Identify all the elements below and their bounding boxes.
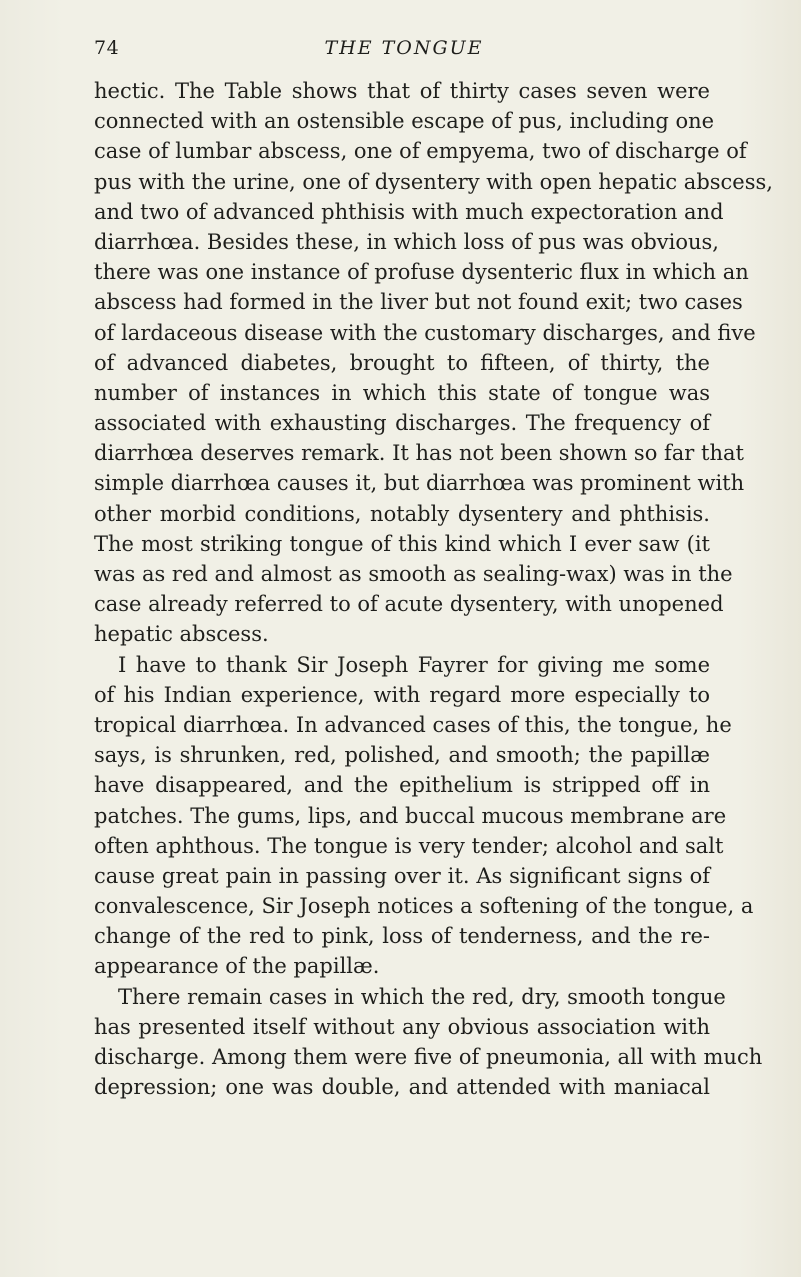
page-number: 74 — [94, 37, 120, 59]
text-line: tropical diarrhœa. In advanced cases of this, the tongue, he — [94, 712, 732, 737]
text-line: of his Indian experience, with regard more especially to — [94, 682, 710, 707]
text-line: I have to thank Sir Joseph Fayrer for giving me some — [118, 652, 710, 677]
text-line: and two of advanced phthisis with much expectoration and — [94, 199, 724, 224]
text-line: have disappeared, and the epithelium is stripped off in — [94, 773, 710, 798]
paragraph — [94, 76, 773, 650]
text-line: has presented itself without any obvious association with — [94, 1014, 710, 1039]
text-line: appearance of the papillæ. — [94, 954, 380, 979]
text-line: connected with an ostensible escape of pus, including one — [94, 109, 715, 134]
text-line: The most striking tongue of this kind which I ever saw (it — [94, 531, 710, 556]
paragraph — [94, 650, 754, 982]
text-line: associated with exhausting discharges. The frequency of — [94, 411, 710, 436]
text-line: often aphthous. The tongue is very tender; alcohol and salt — [94, 833, 724, 858]
text-line: cause great pain in passing over it. As significant signs of — [94, 863, 710, 888]
text-line: case of lumbar abscess, one of empyema, two of discharge of — [94, 139, 747, 164]
text-line: of advanced diabetes, brought to fifteen, of thirty, the — [94, 350, 710, 375]
page-header — [94, 37, 714, 63]
text-line: depression; one was double, and attended with maniacal — [94, 1075, 710, 1100]
text-line: change of the red to pink, loss of tenderness, and the re- — [94, 924, 710, 949]
text-line: says, is shrunken, red, polished, and smooth; the papillæ — [94, 743, 710, 768]
text-line: there was one instance of profuse dysenteric flux in which an — [94, 260, 749, 285]
text-line: of lardaceous disease with the customary discharges, and five — [94, 320, 756, 345]
text-line: diarrhœa. Besides these, in which loss of pus was obvious, — [94, 229, 719, 254]
text-line: convalescence, Sir Joseph notices a softening of the tongue, a — [94, 894, 754, 919]
text-line: There remain cases in which the red, dry, smooth tongue — [118, 984, 726, 1009]
paragraph — [94, 982, 763, 1103]
text-line: discharge. Among them were five of pneumonia, all with much — [94, 1045, 763, 1069]
text-line: abscess had formed in the liver but not found exit; two cases — [94, 290, 743, 315]
text-line: diarrhœa deserves remark. It has not been shown so far that — [94, 441, 744, 466]
text-line: patches. The gums, lips, and buccal mucous membrane are — [94, 803, 727, 828]
text-line: pus with the urine, one of dysentery with open hepatic abscess, — [94, 169, 773, 194]
text-line: case already referred to of acute dysentery, with unopened — [94, 592, 724, 617]
text-line: number of instances in which this state of tongue was — [94, 380, 710, 405]
text-line: was as red and almost as smooth as sealing-wax) was in the — [94, 562, 733, 586]
running-title: THE TONGUE — [324, 37, 484, 59]
text-line: hepatic abscess. — [94, 622, 269, 647]
body-text — [94, 76, 773, 1102]
text-line: other morbid conditions, notably dysentery and phthisis. — [94, 501, 710, 526]
text-line: hectic. The Table shows that of thirty cases seven were — [94, 79, 710, 103]
text-line: simple diarrhœa causes it, but diarrhœa was prominent with — [94, 471, 745, 496]
